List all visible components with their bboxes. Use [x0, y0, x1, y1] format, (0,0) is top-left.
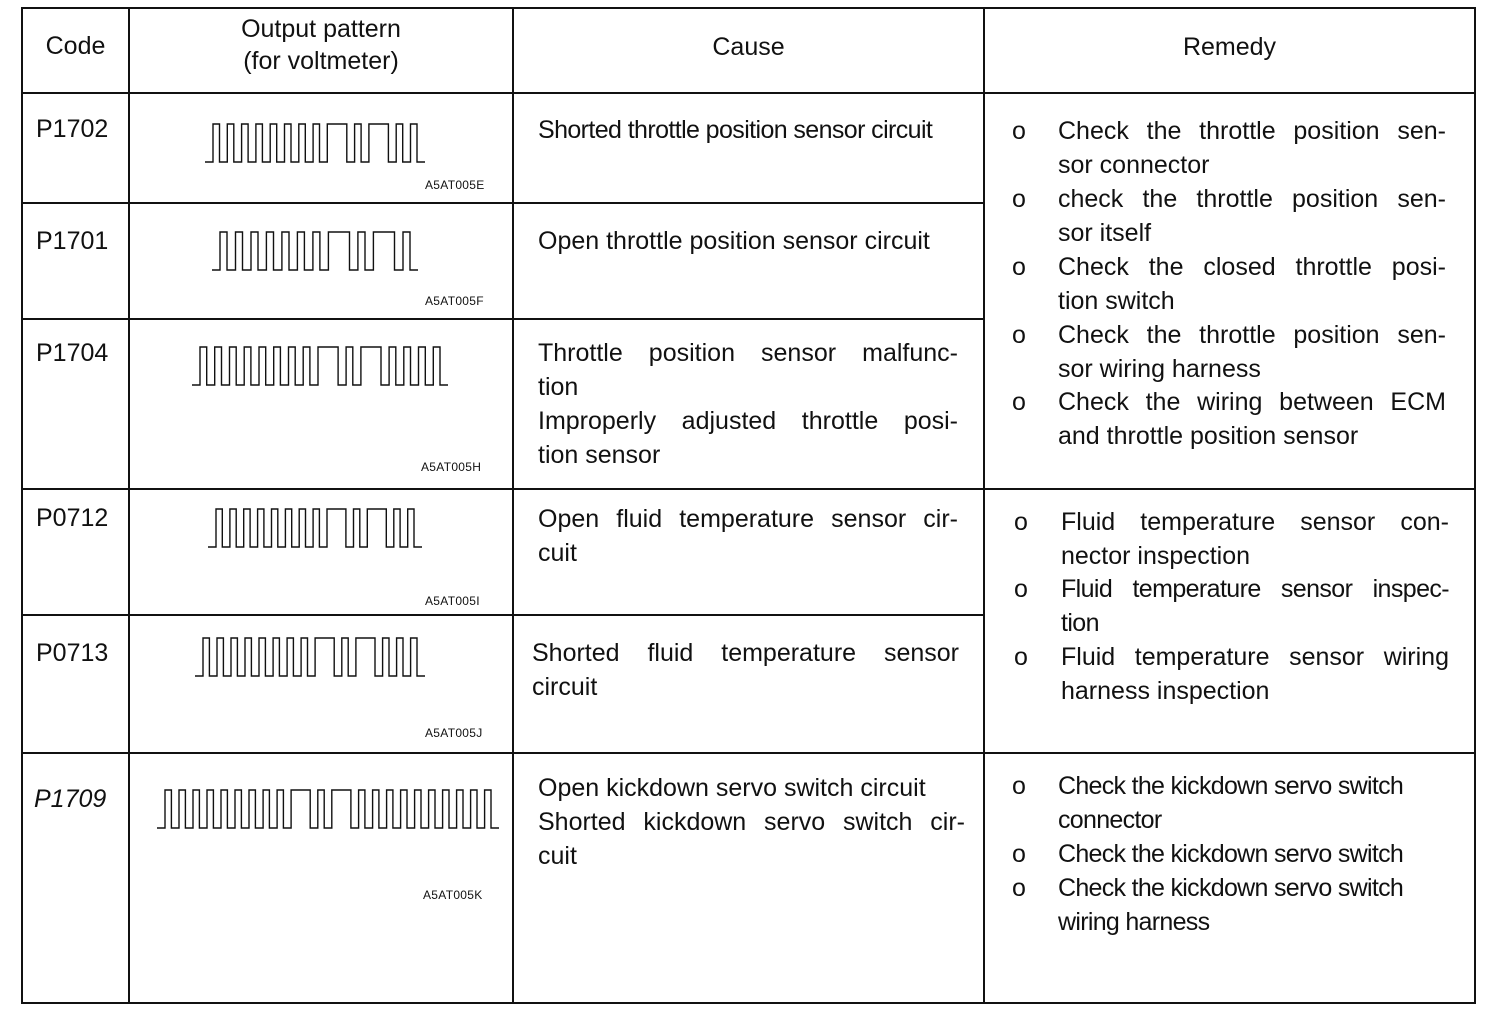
header-output-pattern-line1: Output pattern — [241, 15, 401, 43]
remedy-1-3-line-1: Check the closed throttle posi- — [1058, 253, 1446, 281]
remedy-3-2-line-1: Check the kickdown servo switch — [1058, 840, 1404, 868]
row-5-cause-line-1: Shorted fluid temperature sensor — [532, 639, 959, 667]
row-3-waveform — [192, 345, 448, 387]
row-1-code: P1702 — [36, 115, 109, 143]
row-divider-3 — [21, 488, 1476, 490]
row-4-cause-line-1: Open fluid temperature sensor cir- — [538, 505, 958, 533]
remedy-1-1-line-2: sor connector — [1058, 151, 1210, 179]
remedy-1-4-line-1: Check the throttle position sen- — [1058, 321, 1446, 349]
remedy-2-2-bullet: o — [1014, 575, 1028, 603]
row-1-figure-id: A5AT005E — [425, 178, 485, 192]
remedy-1-5-line-2: and throttle position sensor — [1058, 422, 1359, 450]
remedy-3-1-line-1: Check the kickdown servo switch — [1058, 772, 1404, 800]
remedy-3-2-bullet: o — [1012, 840, 1026, 868]
header-remedy: Remedy — [1182, 33, 1277, 61]
remedy-3-1-line-2: connector — [1058, 806, 1162, 834]
waveform-trace — [157, 790, 499, 828]
remedy-1-2-line-1: check the throttle position sen- — [1058, 185, 1446, 213]
header-output-pattern — [130, 13, 512, 77]
row-6-cause — [538, 771, 965, 873]
row-6-waveform — [157, 788, 499, 830]
header-divider — [21, 92, 1476, 94]
remedy-2-1-bullet: o — [1014, 508, 1028, 536]
row-4-figure-id: A5AT005I — [425, 594, 480, 608]
waveform-trace — [192, 347, 448, 385]
column-divider-cause — [983, 7, 985, 1004]
remedy-1-4-bullet: o — [1012, 321, 1026, 349]
row-6-cause-line-1: Open kickdown servo switch circuit — [538, 774, 926, 802]
remedy-1-3-bullet: o — [1012, 253, 1026, 281]
remedy-2-1-line-2: nector inspection — [1061, 542, 1251, 570]
table-border-right — [1474, 7, 1476, 1004]
row-5-figure-id: A5AT005J — [425, 726, 483, 740]
remedy-2-2-line-1: Fluid temperature sensor inspec- — [1061, 575, 1449, 603]
remedy-1-1-bullet: o — [1012, 117, 1026, 145]
remedy-2-3-bullet: o — [1014, 643, 1028, 671]
remedy-3-1-bullet: o — [1012, 772, 1026, 800]
remedy-1-4-line-2: sor wiring harness — [1058, 355, 1261, 383]
row-divider-1 — [21, 202, 984, 204]
table-border-left — [21, 7, 23, 1004]
row-4-cause — [538, 502, 958, 570]
remedy-3-3 — [1058, 871, 1444, 939]
remedy-1-2-bullet: o — [1012, 185, 1026, 213]
row-6-figure-id: A5AT005K — [423, 888, 483, 902]
row-6-cause-line-2: Shorted kickdown servo switch cir- — [538, 808, 965, 836]
remedy-3-3-line-2: wiring harness — [1058, 908, 1210, 936]
row-3-cause-line-2: tion — [538, 373, 579, 401]
remedy-2-1-line-1: Fluid temperature sensor con- — [1061, 508, 1449, 536]
remedy-1-2-line-2: sor itself — [1058, 219, 1152, 247]
remedy-2-2-line-2: tion — [1061, 609, 1099, 637]
row-1-cause-line-1: Shorted throttle position sensor circuit — [538, 116, 933, 144]
remedy-1-1 — [1058, 114, 1446, 182]
row-3-cause-line-4: tion sensor — [538, 441, 661, 469]
column-divider-pattern — [512, 7, 514, 1004]
row-3-code: P1704 — [36, 339, 109, 367]
row-3-figure-id: A5AT005H — [421, 460, 482, 474]
remedy-3-2 — [1058, 837, 1444, 871]
waveform-trace — [195, 638, 425, 676]
row-3-cause-line-1: Throttle position sensor malfunc- — [538, 339, 958, 367]
row-5-cause-line-2: circuit — [532, 673, 598, 701]
remedy-2-3-line-1: Fluid temperature sensor wiring — [1061, 643, 1449, 671]
remedy-2-3 — [1061, 640, 1449, 708]
row-5-cause — [532, 636, 959, 704]
remedy-1-4 — [1058, 318, 1446, 386]
waveform-trace — [208, 509, 422, 547]
header-output-pattern-line2: (for voltmeter) — [243, 47, 399, 75]
waveform-trace — [205, 124, 425, 162]
header-code: Code — [45, 32, 106, 60]
row-6-cause-line-3: cuit — [538, 842, 577, 870]
row-divider-4 — [21, 614, 984, 616]
remedy-1-1-line-1: Check the throttle position sen- — [1058, 117, 1446, 145]
row-divider-5 — [21, 752, 1476, 754]
table-border-bottom — [21, 1002, 1476, 1004]
remedy-3-3-line-1: Check the kickdown servo switch — [1058, 874, 1404, 902]
column-divider-code — [128, 7, 130, 1004]
remedy-1-5 — [1058, 385, 1446, 453]
table-border-top — [21, 7, 1476, 9]
remedy-1-5-line-1: Check the wiring between ECM — [1058, 388, 1446, 416]
row-4-cause-line-2: cuit — [538, 539, 577, 567]
waveform-trace — [212, 232, 418, 270]
row-3-cause — [538, 336, 958, 472]
remedy-1-3 — [1058, 250, 1446, 318]
remedy-1-3-line-2: tion switch — [1058, 287, 1175, 315]
header-cause: Cause — [712, 33, 785, 61]
row-2-cause-line-1: Open throttle position sensor circuit — [538, 227, 930, 255]
row-2-waveform — [212, 230, 418, 272]
remedy-2-1 — [1061, 505, 1449, 573]
row-5-code: P0713 — [36, 639, 109, 667]
row-4-code: P0712 — [36, 504, 109, 532]
row-2-figure-id: A5AT005F — [425, 294, 484, 308]
remedy-2-3-line-2: harness inspection — [1061, 677, 1270, 705]
row-1-waveform — [205, 122, 425, 164]
remedy-3-3-bullet: o — [1012, 874, 1026, 902]
remedy-3-1 — [1058, 769, 1444, 837]
remedy-2-2 — [1061, 572, 1449, 640]
remedy-1-5-bullet: o — [1012, 388, 1026, 416]
remedy-1-2 — [1058, 182, 1446, 250]
row-5-waveform — [195, 636, 425, 678]
row-2-code: P1701 — [36, 227, 109, 255]
row-6-code: P1709 — [34, 785, 107, 813]
row-divider-2 — [21, 318, 984, 320]
row-4-waveform — [208, 507, 422, 549]
row-3-cause-line-3: Improperly adjusted throttle posi- — [538, 407, 958, 435]
